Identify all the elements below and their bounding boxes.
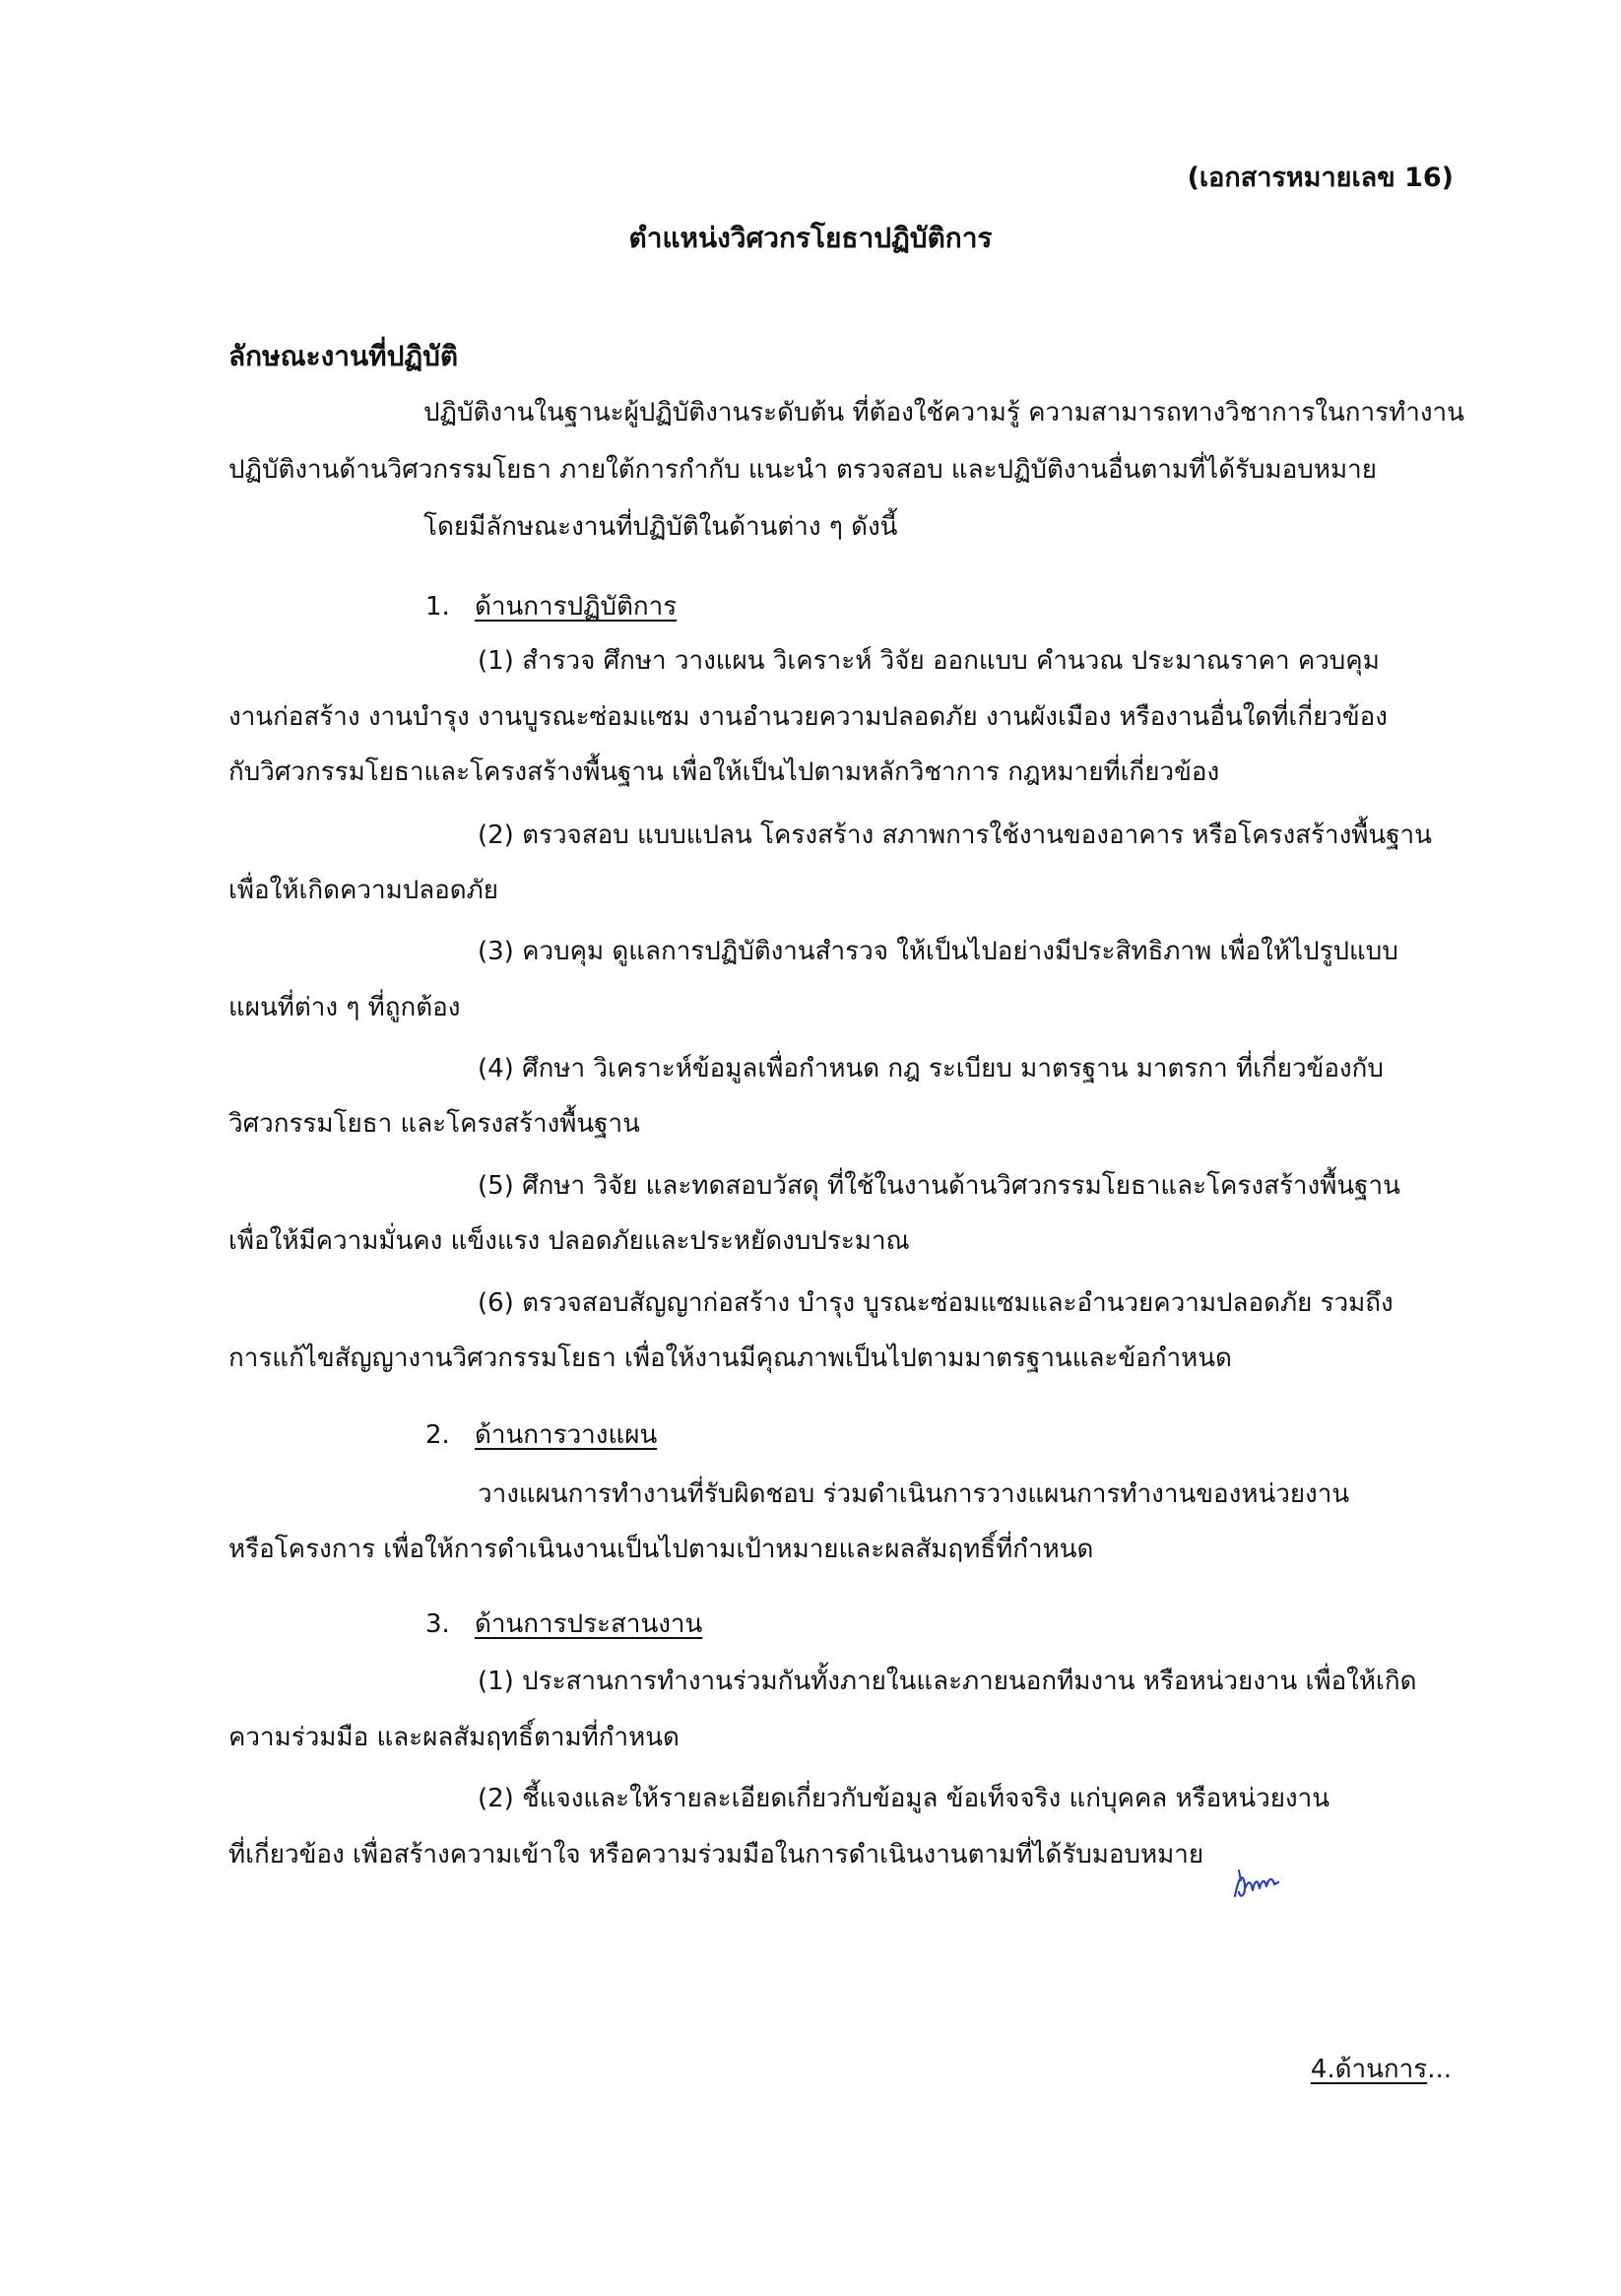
topic-number: 1. — [425, 592, 450, 622]
topic-heading — [425, 1414, 657, 1455]
topic-heading — [425, 586, 677, 626]
item-line: (5) ศึกษา วิจัย และทดสอบวัสดุ ที่ใช้ในงานด้านวิศวกรรมโยธาและโครงสร้างพื้นฐาน — [478, 1171, 1400, 1201]
topic-number: 3. — [425, 1609, 450, 1639]
section-heading: ลักษณะงานที่ปฏิบัติ — [228, 340, 459, 372]
topic-heading — [425, 1604, 702, 1644]
item-line: วิศวกรรมโยธา และโครงสร้างพื้นฐาน — [228, 1109, 640, 1139]
item-line: (2) ชี้แจงและให้รายละเอียดเกี่ยวกับข้อมูล ข้อเท็จจริง แก่บุคคล หรือหน่วยงาน — [478, 1784, 1329, 1813]
topic-title: ด้านการประสานงาน — [475, 1609, 703, 1639]
intro-line: โดยมีลักษณะงานที่ปฏิบัติในด้านต่าง ๆ ดังนี้ — [423, 512, 898, 542]
intro-line: ปฏิบัติงานด้านวิศวกรรมโยธา ภายใต้การกำกับ แนะนำ ตรวจสอบ และปฏิบัติงานอื่นตามที่ได้รับมอบหมาย — [228, 455, 1377, 485]
item-line: (1) ประสานการทำงานร่วมกันทั้งภายในและภายนอกทีมงาน หรือหน่วยงาน เพื่อให้เกิด — [478, 1667, 1417, 1696]
intro-line: ปฏิบัติงานในฐานะผู้ปฏิบัติงานระดับต้น ที่ต้องใช้ความรู้ ความสามารถทางวิชาการในการทำงาน — [423, 398, 1464, 427]
footer-number: 4. — [1310, 2055, 1335, 2084]
item-line: เพื่อให้มีความมั่นคง แข็งแรง ปลอดภัยและประหยัดงบประมาณ — [228, 1226, 910, 1256]
footer-continuation — [1311, 2049, 1452, 2089]
item-line: (3) ควบคุม ดูแลการปฏิบัติงานสำรวจ ให้เป็นไปอย่างมีประสิทธิภาพ เพื่อให้ไปรูปแบบ — [478, 937, 1398, 966]
item-line: ที่เกี่ยวข้อง เพื่อสร้างความเข้าใจ หรือความร่วมมือในการดำเนินงานตามที่ได้รับมอบหมาย — [228, 1840, 1204, 1870]
item-line: (2) ตรวจสอบ แบบแปลน โครงสร้าง สภาพการใช้งานของอาคาร หรือโครงสร้างพื้นฐาน — [478, 820, 1432, 850]
item-line: หรือโครงการ เพื่อให้การดำเนินงานเป็นไปตามเป้าหมายและผลสัมฤทธิ์ที่กำหนด — [228, 1535, 1094, 1564]
item-line: กับวิศวกรรมโยธาและโครงสร้างพื้นฐาน เพื่อให้เป็นไปตามหลักวิชาการ กฎหมายที่เกี่ยวข้อง — [228, 757, 1220, 787]
handwritten-signature — [1231, 1867, 1290, 1906]
topic-number: 2. — [425, 1420, 450, 1450]
footer-label: ด้านการ — [1334, 2055, 1428, 2084]
item-line: การแก้ไขสัญญางานวิศวกรรมโยธา เพื่อให้งานมีคุณภาพเป็นไปตามมาตรฐานและข้อกำหนด — [228, 1344, 1232, 1373]
document-number: (เอกสารหมายเลข 16) — [1187, 163, 1454, 193]
footer-ellipsis: ... — [1427, 2055, 1452, 2084]
document-title: ตำแหน่งวิศวกรโยธาปฏิบัติการ — [628, 222, 993, 254]
topic-title: ด้านการปฏิบัติการ — [475, 592, 678, 622]
item-line: ความร่วมมือ และผลสัมฤทธิ์ตามที่กำหนด — [228, 1723, 680, 1752]
item-line: (4) ศึกษา วิเคราะห์ข้อมูลเพื่อกำหนด กฎ ระเบียบ มาตรฐาน มาตรกา ที่เกี่ยวข้องกับ — [478, 1054, 1384, 1083]
item-line: แผนที่ต่าง ๆ ที่ถูกต้อง — [228, 993, 461, 1022]
item-line: (1) สำรวจ ศึกษา วางแผน วิเคราะห์ วิจัย ออกแบบ คำนวณ ประมาณราคา ควบคุม — [478, 646, 1380, 676]
item-line: (6) ตรวจสอบสัญญาก่อสร้าง บำรุง บูรณะซ่อมแซมและอำนวยความปลอดภัย รวมถึง — [478, 1288, 1394, 1318]
item-line: งานก่อสร้าง งานบำรุง งานบูรณะซ่อมแซม งานอำนวยความปลอดภัย งานผังเมือง หรืองานอื่นใดที่เกี่ยวข้อง — [228, 702, 1388, 732]
item-line: วางแผนการทำงานที่รับผิดชอบ ร่วมดำเนินการวางแผนการทำงานของหน่วยงาน — [478, 1479, 1350, 1509]
topic-title: ด้านการวางแผน — [475, 1420, 658, 1450]
item-line: เพื่อให้เกิดความปลอดภัย — [228, 876, 499, 905]
